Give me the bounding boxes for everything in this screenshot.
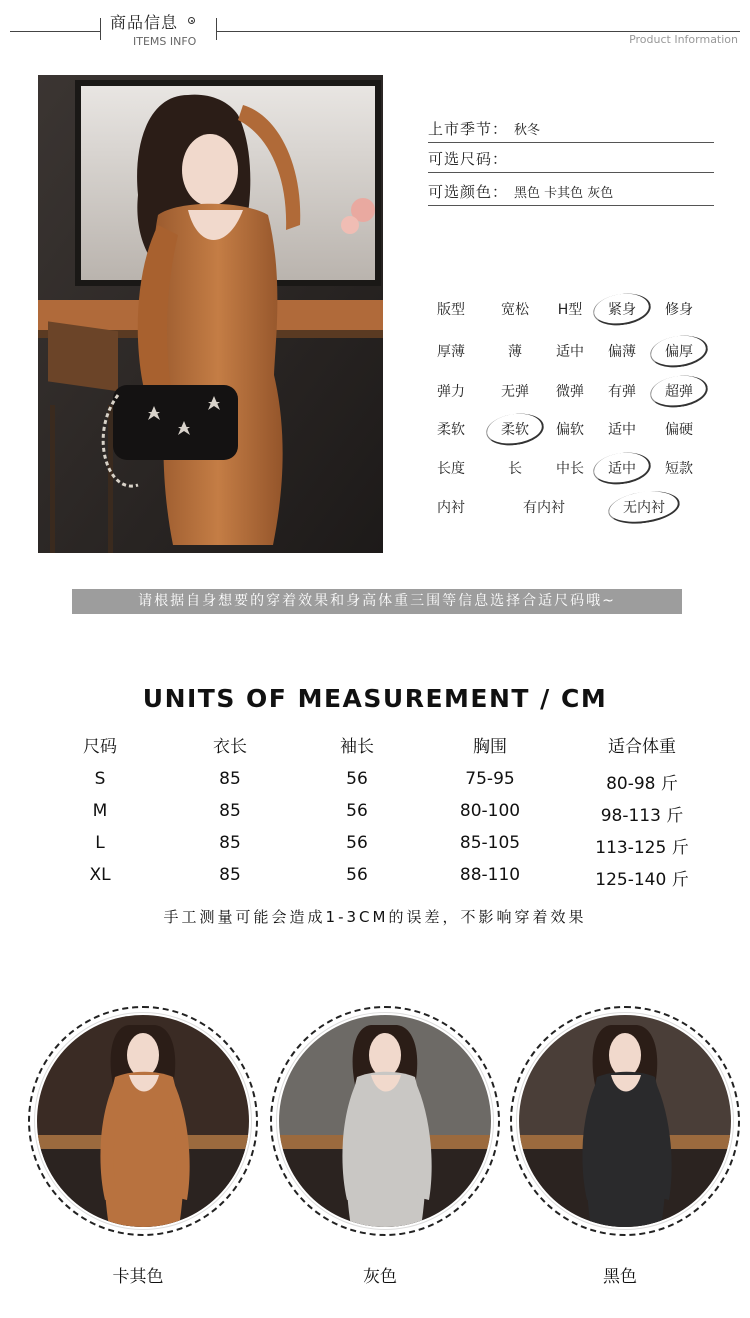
header-rule-left — [10, 31, 100, 32]
attribute-label: 弹力 — [437, 384, 465, 400]
section-title: 商品信息 — [110, 13, 179, 32]
table-cell: L — [95, 833, 105, 853]
table-cell: 56 — [346, 865, 368, 885]
attribute-option: 有内衬 — [523, 500, 565, 516]
table-cell: 85-105 — [459, 833, 521, 853]
table-cell: 88-110 — [459, 865, 521, 885]
grey-variant-label: 灰色 — [363, 1267, 397, 1287]
measurement-title: UNITS OF MEASUREMENT / CM — [142, 684, 608, 713]
table-cell: 80-100 — [459, 801, 521, 821]
attribute-option: 薄 — [508, 344, 522, 360]
attribute-option-selected: 紧身 — [597, 299, 647, 319]
attribute-option: 微弹 — [556, 384, 584, 400]
table-cell: 85 — [219, 865, 241, 885]
attribute-option: 适中 — [556, 344, 584, 360]
header-tick-left — [100, 18, 101, 40]
table-cell: 125-140 斤 — [595, 870, 689, 890]
attribute-option: H型 — [557, 302, 583, 318]
attribute-option-selected: 柔软 — [490, 419, 540, 439]
attribute-option-selected: 无内衬 — [612, 497, 676, 517]
table-header-cell: 衣长 — [213, 737, 247, 757]
measurement-note: 手工测量可能会造成1-3CM的误差，不影响穿着效果 — [163, 908, 587, 926]
table-header-cell: 尺码 — [83, 737, 117, 757]
attribute-option: 修身 — [665, 302, 693, 318]
color-row — [428, 181, 714, 206]
table-cell: M — [92, 801, 108, 821]
attribute-option: 偏软 — [556, 422, 584, 438]
size-label: 可选尺码： — [428, 150, 509, 168]
attribute-option: 中长 — [556, 461, 584, 477]
attribute-option: 适中 — [608, 422, 636, 438]
color-value: 黑色 卡其色 灰色 — [514, 186, 614, 201]
attribute-option-selected: 偏厚 — [654, 341, 704, 361]
black-variant-label: 黑色 — [603, 1267, 637, 1287]
attribute-option: 无弹 — [501, 384, 529, 400]
attribute-label: 柔软 — [437, 422, 465, 438]
header-tick-right — [216, 18, 217, 40]
black-variant-photo — [517, 1013, 733, 1229]
table-cell: 113-125 斤 — [595, 838, 689, 858]
section-subtitle: ITEMS INFO — [133, 35, 197, 48]
attribute-label: 版型 — [437, 302, 465, 318]
table-cell: 85 — [219, 801, 241, 821]
season-label: 上市季节： — [428, 120, 509, 138]
table-header-cell: 胸围 — [473, 737, 507, 757]
table-header-cell: 适合体重 — [608, 737, 676, 757]
table-header-cell: 袖长 — [340, 737, 374, 757]
attribute-option: 短款 — [665, 461, 693, 477]
table-cell: 56 — [346, 769, 368, 789]
attribute-option-selected: 适中 — [597, 458, 647, 478]
khaki-variant-photo — [35, 1013, 251, 1229]
table-cell: 56 — [346, 801, 368, 821]
attribute-option: 偏薄 — [608, 344, 636, 360]
attribute-label: 内衬 — [437, 500, 465, 516]
season-value: 秋冬 — [514, 123, 541, 138]
color-label: 可选颜色： — [428, 183, 509, 201]
size-row — [428, 148, 714, 173]
attribute-label: 长度 — [437, 461, 465, 477]
product-photo-illustration — [38, 75, 383, 553]
attribute-option: 宽松 — [501, 302, 529, 318]
table-cell: XL — [89, 865, 111, 885]
table-cell: 56 — [346, 833, 368, 853]
section-right-label: Product Information — [629, 33, 738, 46]
grey-variant-photo — [277, 1013, 493, 1229]
table-cell: S — [94, 769, 106, 789]
header-rule-right — [216, 31, 740, 32]
table-cell: 85 — [219, 833, 241, 853]
season-row — [428, 118, 714, 143]
table-cell: 75-95 — [465, 769, 515, 789]
table-cell: 80-98 斤 — [606, 774, 678, 794]
size-advice-banner: 请根据自身想要的穿着效果和身高体重三围等信息选择合适尺码哦~ — [72, 589, 682, 614]
bullet-icon — [188, 17, 195, 24]
attribute-option: 长 — [508, 461, 522, 477]
table-cell: 98-113 斤 — [600, 806, 684, 826]
product-photo — [38, 75, 383, 553]
attribute-label: 厚薄 — [437, 344, 465, 360]
attribute-option: 有弹 — [608, 384, 636, 400]
attribute-option-selected: 超弹 — [654, 381, 704, 401]
table-cell: 85 — [219, 769, 241, 789]
khaki-variant-label: 卡其色 — [112, 1267, 164, 1287]
attribute-option: 偏硬 — [665, 422, 693, 438]
